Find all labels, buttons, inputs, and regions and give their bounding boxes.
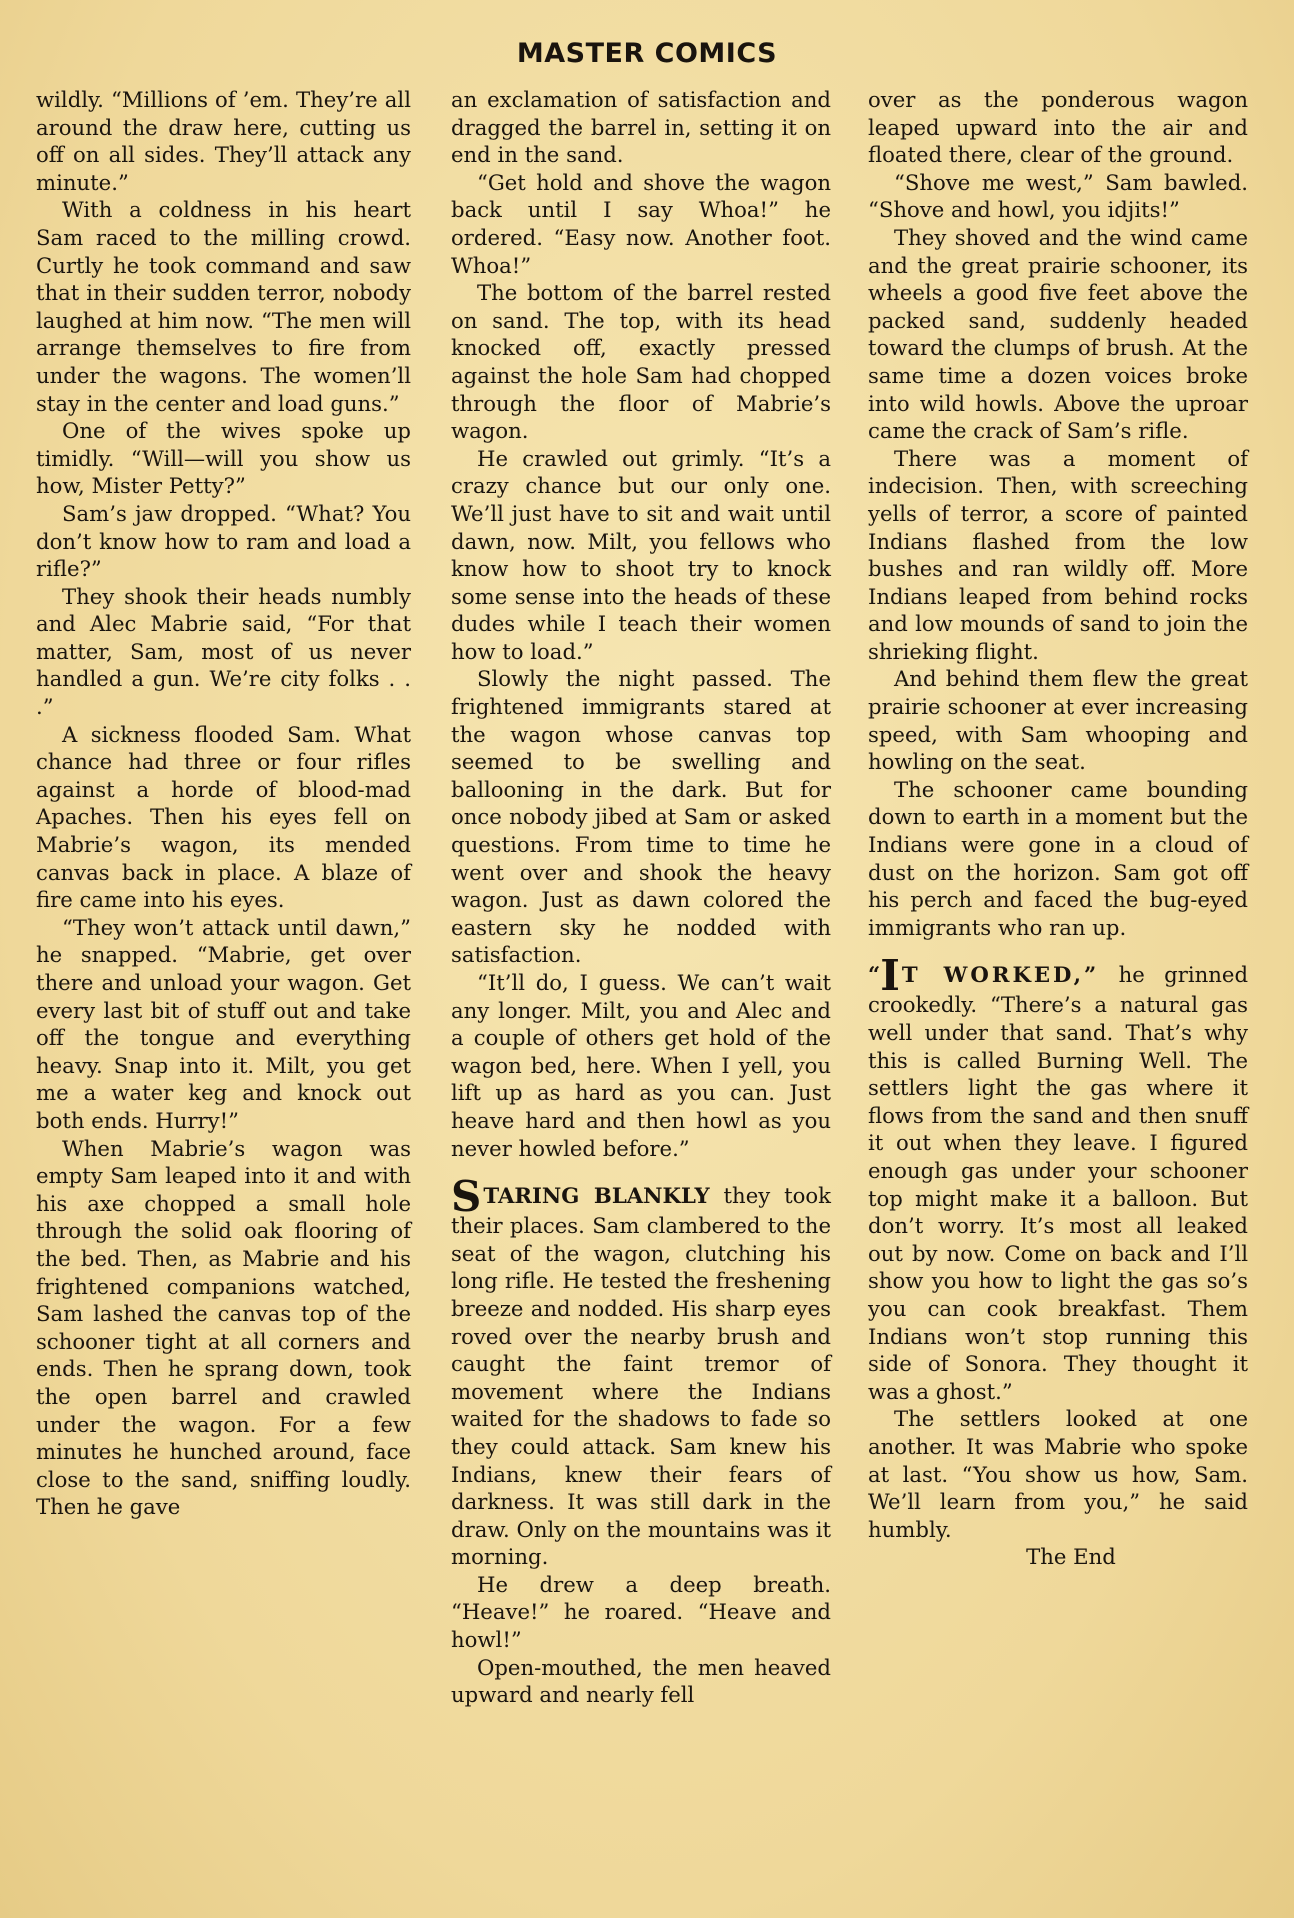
- paragraph: “It’ll do, I guess. We can’t wait any longer. Milt, you and Alec and a couple of others get hold of the wagon bed, here. When I yell, you lift up as hard as you can. Just heave hard and then howl as you never howled before.”: [451, 970, 831, 1161]
- paragraph: Slowly the night passed. The frightened immigrants stared at the wagon whose canvas top seemed to be swelling and ballooning in the dark. But for once nobody jibed at Sam or asked questions. From time to time he went over and shook the heavy wagon. Just as dawn colored the eastern sky he nodded with satisfaction.: [451, 666, 831, 968]
- text-column-2: [451, 86, 831, 1886]
- paragraph: There was a moment of indecision. Then, with screeching yells of terror, a score of painted Indians flashed from the low bushes and ran wildly off. More Indians leaped from behind rocks and low mounds of sand to join the shrieking flight.: [868, 445, 1248, 664]
- paragraph: When Mabrie’s wagon was empty Sam leaped into it and with his axe chopped a small hole through the solid oak flooring of the bed. Then, as Mabrie and his frightened companions watched, Sam lashed the canvas top of the schooner tight at all corners and ends. Then he sprang down, took the open barrel and crawled under the wagon. For a few minutes he hunched around, face close to the sand, sniffing loudly. Then he gave: [36, 1135, 411, 1520]
- paragraph: With a coldness in his heart Sam raced to the milling crowd. Curtly he took command and saw that in their sudden terror, nobody laughed at him now. “The men will arrange themselves to fire from under the wagons. The women’ll stay in the center and load guns.”: [36, 197, 411, 416]
- paragraph: “Get hold and shove the wagon back until I say Whoa!” he ordered. “Easy now. Another foot. Whoa!”: [451, 169, 831, 278]
- paragraph: an exclamation of satisfaction and dragged the barrel in, setting it on end in the sand.: [451, 87, 831, 168]
- text-column-1: [36, 86, 411, 1886]
- text-column-3: [868, 86, 1248, 1886]
- the-end-label: The End: [1026, 1544, 1116, 1570]
- paragraph: They shook their heads numbly and Alec Mabrie said, “For that matter, Sam, most of us never handled a gun. We’re city folks . . .”: [36, 583, 411, 720]
- drop-cap: S: [451, 1172, 482, 1222]
- lead-in-caps: T WORKED,”: [901, 962, 1100, 988]
- paragraph: A sickness flooded Sam. What chance had three or four rifles against a horde of blood-mad Apaches. Then his eyes fell on Mabrie’s wagon, its mended canvas back in place. A blaze of fire came into his eyes.: [36, 721, 411, 913]
- paragraph-text: he grinned crookedly. “There’s a natural gas well under that sand. That’s why this is called Burning Well. The settlers light the gas where it flows from the sand and then snuff it out when they leave. I figured enough gas under your schooner top might make it a balloon. But don’t worry. It’s most all leaked out by now. Come on back and I’ll show you how to light the gas so’s you can cook breakfast. Them Indians won’t stop running this side of Sonora. They thought it was a ghost.”: [868, 962, 1249, 1404]
- paragraph: He drew a deep breath. “Heave!” he roared. “Heave and howl!”: [451, 1571, 831, 1653]
- section-opening-paragraph: [451, 1172, 831, 1571]
- paragraph: wildly. “Millions of ’em. They’re all around the draw here, cutting us off on all sides. They’ll attack any minute.”: [36, 87, 411, 195]
- paragraph: “Shove me west,” Sam bawled. “Shove and howl, you idjits!”: [868, 169, 1248, 223]
- paragraph: And behind them flew the great prairie schooner at ever increasing speed, with Sam whooping and howling on the seat.: [868, 666, 1248, 775]
- paragraph: One of the wives spoke up timidly. “Will—will you show us how, Mister Petty?”: [36, 418, 411, 499]
- paragraph: “They won’t attack until dawn,” he snapped. “Mabrie, get over there and unload your wagon. Get every last bit of stuff out and take off the tongue and everything heavy. Snap into it. Milt, you get me a water keg and knock out both ends. Hurry!”: [36, 914, 411, 1133]
- paragraph: He crawled out grimly. “It’s a crazy chance but our only one. We’ll just have to sit and wait until dawn, now. Milt, you fellows who know how to shoot try to knock some sense into the heads of these dudes while I teach their women how to load.”: [451, 445, 831, 664]
- lead-in-caps: TARING BLANKLY: [483, 1183, 710, 1209]
- section-opening-paragraph: [868, 951, 1249, 1405]
- paragraph: over as the ponderous wagon leaped upward into the air and floated there, clear of the ground.: [868, 87, 1248, 168]
- paragraph: They shoved and the wind came and the great prairie schooner, its wheels a good five feet above the packed sand, suddenly headed toward the clumps of brush. At the same time a dozen voices broke into wild howls. Above the uproar came the crack of Sam’s rifle.: [868, 224, 1248, 444]
- opening-quote: “: [868, 962, 881, 988]
- paragraph: The bottom of the barrel rested on sand. The top, with its head knocked off, exactly pressed against the hole Sam had chopped through the floor of Mabrie’s wagon.: [451, 280, 831, 444]
- paragraph: Sam’s jaw dropped. “What? You don’t know how to ram and load a rifle?”: [36, 500, 411, 582]
- paragraph-text: they took their places. Sam clambered to the seat of the wagon, clutching his long rifle. He tested the freshening breeze and nodded. His sharp eyes roved over the nearby brush and caught the faint tremor of movement where the Indians waited for the shadows to fade so they could attack. Sam knew his Indians, knew their fears of darkness. It was still dark in the draw. Only on the mountains was it morning.: [451, 1183, 831, 1570]
- paragraph: The schooner came bounding down to earth in a moment but the Indians were gone in a cloud of dust on the horizon. Sam got off his perch and faced the bug-eyed immigrants who ran up.: [868, 776, 1248, 940]
- paragraph: Open-mouthed, the men heaved upward and nearly fell: [451, 1654, 831, 1708]
- paragraph: The settlers looked at one another. It was Mabrie who spoke at last. “You show us how, Sam. We’ll learn from you,” he said humbly.: [868, 1406, 1248, 1542]
- page-header: MASTER COMICS: [516, 38, 778, 69]
- drop-cap: I: [880, 951, 900, 1001]
